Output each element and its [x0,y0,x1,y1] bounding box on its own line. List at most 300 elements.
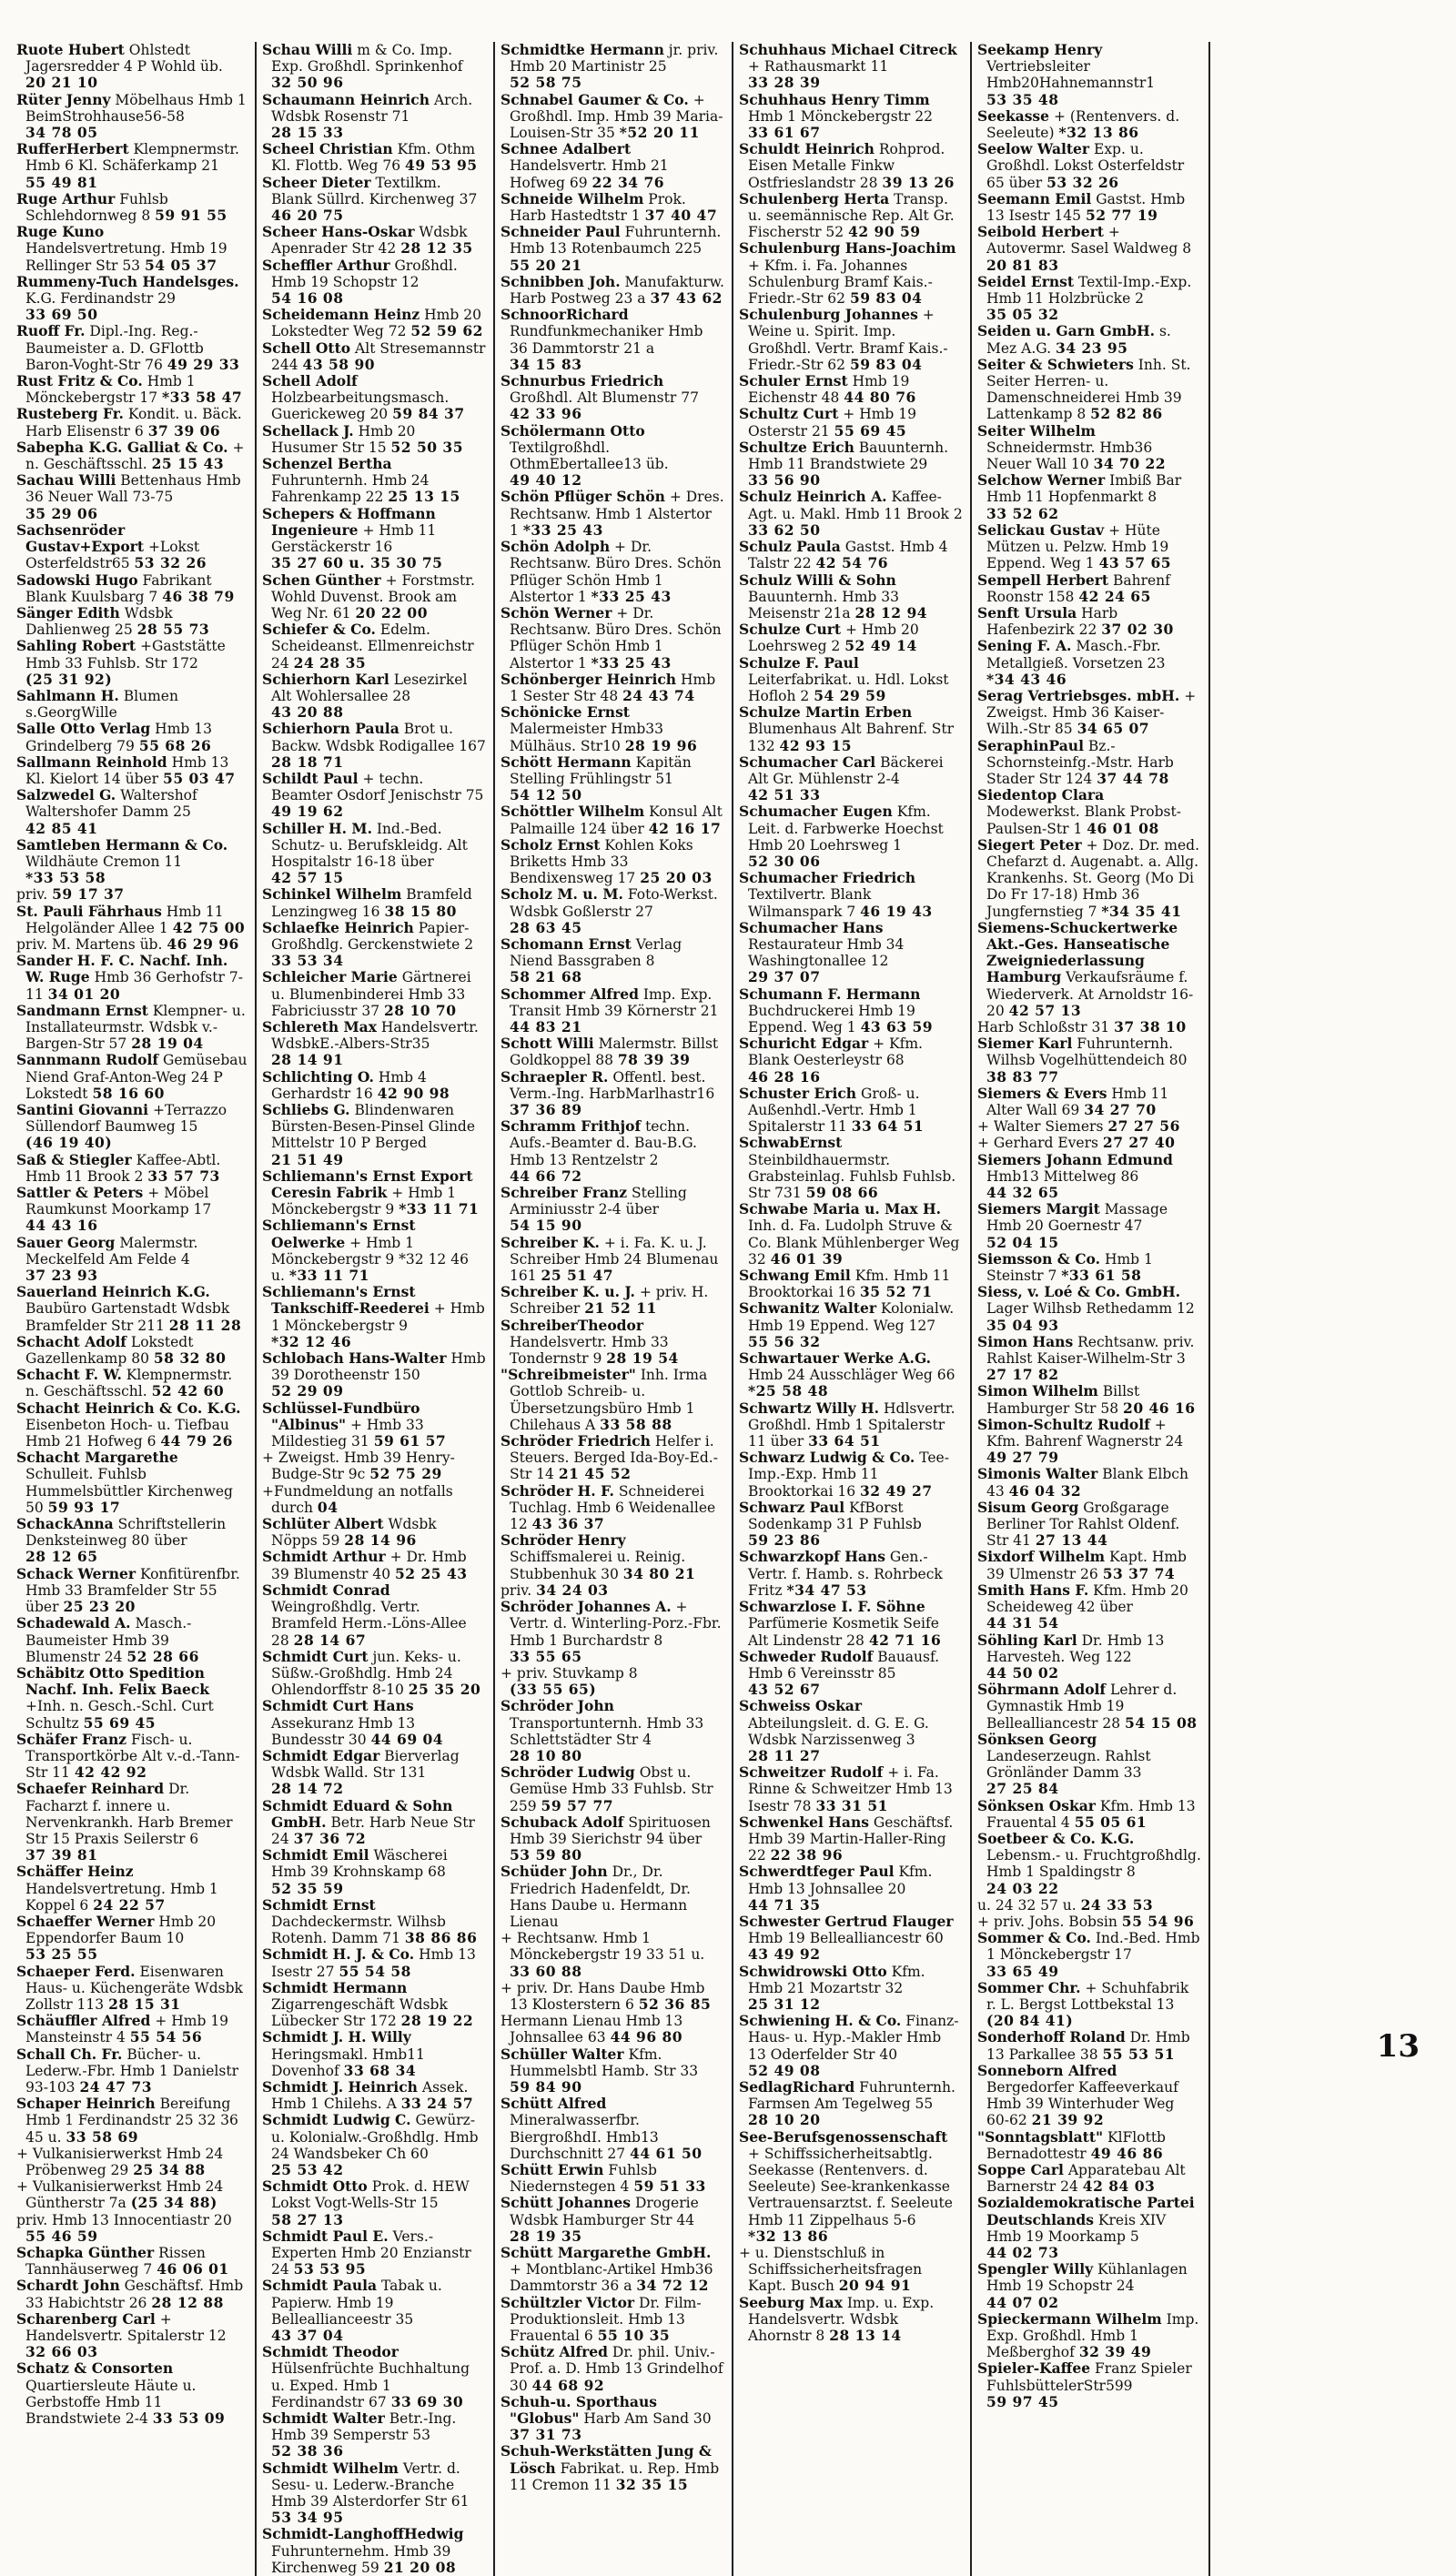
entry-name: Spieler-Kaffee [977,2359,1091,2378]
entry-name: Schaefer Reinhard [16,1780,165,1798]
entry-phone: 37 39 06 [147,421,221,439]
entry-name: Ruge Arthur [16,189,116,207]
entry-name: Schliemann's Ernst Tankschiff-Reederei [262,1283,430,1318]
directory-entry [739,920,963,986]
directory-entry [262,969,486,1019]
entry-name: Salzwedel G. [16,786,116,804]
entry-name: Schall Ch. Fr. [16,2045,123,2063]
entry-phone: 28 15 31 [108,1995,181,2013]
entry-phone: 33 64 51 [808,1432,881,1450]
directory-entry [977,1135,1201,1151]
entry-phone: *25 58 48 [748,1382,829,1400]
directory-entry [500,2162,724,2195]
directory-entry [977,191,1201,224]
directory-entry [262,1450,486,1482]
entry-phone: 25 53 42 [271,2161,344,2178]
entry-details: Großhdl. Alt Blumenstr 77 [510,389,699,407]
entry-phone: 43 49 92 [748,1945,821,1964]
entry-phone: 42 57 15 [271,869,344,887]
directory-entry [16,2096,248,2146]
entry-name: Sänger Edith [16,603,120,621]
entry-name: Seiter & Schwieters [977,355,1134,373]
directory-entry [16,1615,248,1665]
entry-details: + Hmb 19 Osterstr 21 [748,406,916,439]
entry-name: Schau Willi [262,41,353,58]
entry-name: Schuldt Heinrich [739,140,875,158]
entry-details: Gastst. Hmb 4 Talstr 22 [748,539,948,572]
directory-entry [739,1400,963,1450]
entry-details: + priv. Johs. Bobsin [977,1913,1117,1930]
entry-phone: 52 82 86 [1090,405,1163,423]
entry-details: Bücher- u. Lederw.-Fbr. Hmb 1 Danielstr 93-103 [25,2046,238,2096]
directory-entry [500,1185,724,1235]
directory-entry [262,2228,486,2278]
entry-name: Schuh-Werkstätten Jung & Lösch [500,2442,712,2477]
entry-name: Seekasse [977,106,1050,125]
entry-name: Söhling Karl [977,1631,1077,1649]
entry-phone: 28 14 96 [344,1531,417,1550]
entry-name: Schütz Alfred [500,2343,608,2361]
entry-name: Schwarz Paul [739,1498,845,1516]
entry-phone: 44 32 65 [986,1184,1059,1202]
entry-details: + n. Geschäftsschl. [25,439,245,473]
directory-entry [16,2013,248,2046]
entry-name: Schmidt Paul E. [262,2227,389,2245]
entry-phone: 33 56 90 [748,471,821,490]
directory-entry [16,721,248,753]
entry-phone: 25 20 03 [640,869,713,887]
entry-name: Schütt Erwin [500,2161,604,2178]
entry-details: Imbiß Bar Hmb 11 Hopfenmarkt 8 [986,472,1182,506]
directory-entry [739,870,963,920]
directory-entry [262,1168,486,1218]
entry-name: Schumann F. Hermann [739,985,921,1003]
entry-details: Hmb 11 Helgoländer Allee 1 [25,903,224,936]
entry-name: Schmidt Theodor [262,2343,399,2361]
entry-phone: 54 15 90 [510,1217,582,1235]
entry-name: Sannmann Rudolf [16,1051,159,1069]
directory-entry [16,638,248,688]
entry-phone: 38 15 80 [384,902,457,920]
entry-name: Schuster Erich [739,1084,857,1102]
entry-phone: 52 75 29 [369,1465,442,1483]
entry-name: Sonneborn Alfred [977,2061,1117,2079]
entry-name: Schröder Friedrich [500,1432,651,1450]
entry-phone: 43 52 67 [748,1681,821,1699]
entry-details: Papier-Großhdlg. Gerckenstwiete 2 [271,919,474,953]
directory-entry [739,240,963,307]
entry-details: Betr.-Ing. Hmb 39 Semperstr 53 [271,2410,457,2444]
directory-entry [262,1516,486,1549]
entry-phone: 32 35 15 [615,2475,689,2493]
entry-phone: 59 23 86 [748,1531,821,1550]
entry-phone: 58 21 68 [510,968,582,986]
entry-phone: 46 28 16 [748,1067,821,1086]
entry-details: Großhdl. Hmb 19 Schopstr 12 [271,257,458,290]
entry-details: Gewürz- u. Kolonialw.-Großhdlg. Hmb 24 Wandsbeker Ch 60 [271,2112,479,2162]
entry-details: + Möbel Raumkunst Moorkamp 17 [25,1185,212,1218]
directory-entry [500,423,724,490]
entry-details: +Terrazzo Süllendorf Baumweg 15 [25,1102,228,1136]
directory-entry [16,224,248,274]
entry-name: Schardt John [16,2277,120,2295]
directory-entry [262,506,486,572]
directory-entry [262,721,486,771]
entry-name: Schlichting O. [262,1067,374,1086]
entry-phone: 34 72 12 [636,2277,709,2295]
directory-entry [16,936,248,953]
directory-entry [977,1914,1201,1930]
entry-details: KlFlottb Bernadottestr [986,2128,1166,2162]
directory-entry [977,1798,1201,1831]
entry-name: Sempell Herbert [977,571,1109,589]
entry-details: Möbelhaus Hmb 1 BeimStrohhause56-58 [25,91,247,125]
entry-phone: 55 05 61 [1074,1813,1148,1831]
entry-phone: 43 37 04 [271,2327,344,2345]
entry-name: Samtleben Hermann & Co. [16,835,228,854]
entry-phone: 44 68 92 [531,2376,605,2394]
entry-details: Kaffee-Abtl. Hmb 11 Brook 2 [25,1151,221,1185]
entry-name: Schmidt Wilhelm [262,2459,399,2477]
directory-columns [16,41,1440,2576]
entry-phone: 04 [317,1498,339,1516]
entry-name: Schacht Heinrich & Co. K.G. [16,1399,241,1417]
entry-phone: 44 79 26 [160,1432,233,1450]
entry-details: priv. Hmb 13 Innocentiastr 20 [16,2211,232,2228]
entry-name: Seekamp Henry [977,41,1103,58]
directory-column-6 [1208,42,1440,2576]
entry-details: Lehrer d. Gymnastik Hmb 19 Bellealliancestr 28 [986,1682,1178,1732]
entry-details: Kaffee-Agt. u. Makl. Hmb 11 Brook 2 [748,489,963,522]
entry-details: Konfitürenfbr. Hmb 33 Bramfelder Str 55 über [25,1565,240,1616]
entry-name: Simon Wilhelm [977,1382,1098,1400]
entry-phone: 78 39 39 [617,1051,691,1069]
entry-details: Wdsbk Apenrader Str 42 [271,224,468,258]
entry-details: Hmb 1 Mönckebergstr 17 [25,373,196,407]
entry-name: Schulze F. Paul [739,653,859,672]
entry-phone: 33 58 69 [66,2127,139,2146]
entry-name: SchackAnna [16,1515,114,1533]
entry-name: Schuricht Edgar [739,1035,869,1053]
entry-phone: 44 31 54 [986,1614,1059,1632]
entry-name: Schuler Ernst [739,372,848,390]
entry-name: Schwartauer Werke A.G. [739,1349,932,1368]
entry-phone: 33 62 50 [748,520,821,539]
entry-details: Gärtnerei u. Blumenbinderei Hmb 33 Fabriciusstr 37 [271,969,471,1019]
entry-details: Gemüsebau Niend Graf-Anton-Weg 24 P Lokstedt [25,1052,248,1102]
entry-details: Malermstr. Billst Goldkoppel 88 [510,1035,719,1069]
entry-phone: 34 80 21 [622,1564,696,1582]
entry-phone: 28 14 72 [271,1780,344,1798]
entry-name: Schiller H. M. [262,819,372,837]
entry-details: Blumen s.GeorgWille [25,687,178,722]
entry-phone: 35 27 60 u. 35 30 75 [271,554,443,572]
entry-phone: 46 01 08 [1087,819,1159,837]
entry-details: Bahrenf Roonstr 158 [986,571,1170,605]
entry-phone: 25 51 47 [541,1267,614,1285]
entry-name: Seiter Wilhelm [977,421,1096,439]
directory-entry [500,1318,724,1368]
entry-details: Billst Hamburger Str 58 [986,1383,1140,1417]
entry-name: Schierhorn Paula [262,720,399,738]
entry-name: "Sonntagsblatt" [977,2127,1104,2146]
directory-entry [977,1582,1201,1632]
entry-phone: 55 54 58 [339,1962,411,1980]
entry-name: Schröder H. F. [500,1481,614,1500]
directory-entry [977,2195,1201,2261]
entry-details: Tee-Imp.-Exp. Hmb 11 Brooktorkai 16 [748,1450,949,1500]
entry-phone: *33 25 43 [591,653,672,672]
entry-phone: 37 31 73 [510,2426,582,2444]
entry-details: Dachdeckermstr. Wilhsb Rotenh. Damm 71 [271,1913,446,1947]
entry-name: Schmidt Paula [262,2277,378,2295]
entry-details: + u. Dienstschluß in Schiffssicherheitsfragen Kapt. Busch [739,2245,923,2295]
entry-phone: 37 36 72 [293,1829,367,1847]
page-number: 13 [1376,2028,1420,2065]
entry-phone: 42 42 92 [74,1763,147,1782]
entry-details: Großgarage Berliner Tor Rahlst Oldenf. Str 41 [986,1499,1180,1550]
directory-entry [500,1035,724,1068]
directory-entry [739,1764,963,1814]
entry-phone: 24 22 57 [93,1895,166,1914]
entry-name: Schlaefke Heinrich [262,918,414,936]
entry-name: Senft Ursula [977,603,1077,621]
directory-entry [16,274,248,324]
directory-entry [16,1185,248,1235]
entry-details: Hmb 1 Sester Str 48 [510,671,716,704]
entry-phone: 28 19 04 [131,1035,204,1053]
entry-details: Hmb 36 Gerhofstr 7-11 [25,969,243,1003]
directory-entry [16,439,248,472]
entry-name: Schuhhaus Michael Citreck [739,41,957,58]
directory-entry [500,1930,724,1980]
entry-phone: 46 38 79 [162,587,235,605]
directory-entry [977,1466,1201,1499]
entry-details: + Rechtsanw. Hmb 1 Mönckebergstr 19 33 51 u. [500,1930,705,1964]
directory-entry [500,2195,724,2245]
entry-phone: 46 01 39 [770,1249,844,1268]
entry-name: Sauerland Heinrich K.G. [16,1283,210,1301]
entry-details: + priv. Dr. Hans Daube Hmb 13 Klosterstern 6 [500,1979,705,2013]
entry-details: Landeserzeugn. Rahlst Grönländer Damm 33 [986,1747,1151,1782]
entry-phone: 33 58 88 [600,1415,672,1433]
entry-phone: 55 54 56 [129,2028,203,2046]
entry-phone: (33 55 65) [510,1681,597,1699]
directory-entry [262,175,486,225]
entry-name: Schütt Alfred [500,2095,607,2113]
entry-details: Mineralwasserfbr. BiergroßhdI. Hmb13 Durchschnitt 27 [510,2112,659,2162]
entry-phone: 59 93 17 [47,1498,121,1516]
directory-entry [977,1152,1201,1202]
entry-phone: 54 12 50 [510,786,582,804]
entry-details: Stelling Arminiusstr 2-4 über [510,1185,687,1218]
entry-name: SeraphinPaul [977,736,1084,754]
directory-column-5 [970,42,1201,2576]
entry-details: Obst u. Gemüse Hmb 33 Fuhlsb. Str 259 [510,1764,713,1814]
entry-phone: 32 39 49 [1078,2343,1152,2361]
entry-phone: 33 65 49 [986,1962,1059,1980]
entry-name: Schulenberg Herta [739,189,890,207]
directory-entry [16,1334,248,1367]
entry-phone: 53 34 95 [271,2509,344,2527]
directory-entry [500,1367,724,1433]
entry-phone: *33 25 43 [591,587,672,605]
directory-entry [977,1500,1201,1550]
directory-entry [500,2394,724,2444]
entry-name: Schmidt Eduard & Sohn GmbH. [262,1796,453,1831]
entry-phone: *33 25 43 [522,520,603,539]
entry-details: Spirituosen Hmb 39 Sierichstr 94 über [510,1813,711,1847]
entry-details: Wäscherei Hmb 39 Krohnskamp 68 [271,1847,448,1881]
entry-name: Schwartz Willy H. [739,1399,880,1417]
directory-entry [977,1682,1201,1732]
entry-details: Klempnermstr. Hmb 6 Kl. Schäferkamp 21 [25,141,239,175]
directory-entry [739,803,963,870]
entry-name: Schultz Curt [739,405,839,423]
entry-details: Foto-Werkst. Wdsbk Goßlerstr 27 [510,886,718,920]
directory-entry [262,1748,486,1798]
entry-details: Kfm. Hmb 21 Mozartstr 32 [748,1963,925,1996]
entry-details: Masch.-Baumeister Hmb 39 Blumenstr 24 [25,1615,192,1665]
entry-details: Kfm. Hmb 13 Johnsallee 20 [748,1864,933,1897]
entry-name: Schlüssel-Fundbüro "Albinus" [262,1399,420,1433]
entry-details: Apparatebau Alt Barnerstr 24 [986,2162,1186,2196]
entry-details: Harb Schloßstr 31 [977,1018,1110,1035]
entry-details: Schulleit. Fuhlsb Hummelsbüttler Kirchenweg 50 [25,1466,233,1516]
entry-details: Ohlstedt Jagersredder 4 P Wohld üb. [25,42,223,76]
directory-entry [262,572,486,622]
entry-name: Scheidemann Heinz [262,306,420,324]
entry-name: Rusteberg Fr. [16,405,124,423]
directory-column-1 [16,42,248,2576]
directory-entry [739,2079,963,2129]
directory-entry [262,886,486,919]
entry-name: Ruoff Fr. [16,322,86,340]
entry-details: Malermstr. Meckelfeld Am Felde 4 [25,1234,198,1268]
entry-name: Sander H. F. C. Nachf. Inh. W. Ruge [16,952,228,986]
entry-phone: 46 04 32 [1008,1481,1082,1500]
entry-phone: 28 12 88 [151,2293,224,2311]
entry-name: Schommer Alfred [500,985,639,1003]
entry-details: Hmb 24 Ausschläger Weg 66 [748,1367,956,1384]
entry-details: Dr. Facharzt f. innere u. Nervenkrankh. Harb Bremer Str 15 Praxis Seilerstr 6 [25,1781,233,1847]
entry-details: Hmb 1 Steinstr 7 [986,1250,1153,1285]
entry-phone: *33 58 47 [162,389,243,407]
entry-details: + Hmb 33 Mildestieg 31 [271,1416,424,1450]
entry-phone: 49 29 33 [167,355,240,373]
entry-name: Schraepler R. [500,1067,609,1086]
entry-name: Schramm Frithjof [500,1117,642,1136]
entry-details: Buchdruckerei Hmb 19 Eppend. Weg 1 [748,1002,915,1035]
entry-details: Edelm. Scheideanst. Ellmenreichstr 24 [271,621,474,672]
entry-details: Kfm. Leit. d. Farbwerke Hoechst Hmb 20 Loehrsweg 1 [748,803,944,854]
entry-details: Baubüro Gartenstadt Wdsbk Bramfelder Str 211 [25,1300,230,1334]
directory-entry [262,1698,486,1748]
entry-details: + Weine u. Spirit. Imp. Großhdl. Vertr. Bramf Kais.-Friedr.-Str 62 [748,307,948,373]
entry-name: Rüter Jenny [16,90,111,108]
entry-details: Bramfeld Lenzingweg 16 [271,886,472,920]
directory-entry [262,2278,486,2344]
entry-name: Schüller Walter [500,2045,624,2063]
entry-details: Lager Wilhsb Rethedamm 12 [986,1300,1195,1318]
entry-name: Schaeper Ferd. [16,1962,136,1980]
entry-phone: 58 16 60 [92,1084,165,1102]
entry-details: Klempner- u. Installateurmstr. Wdsbk v.-Bargen-Str 57 [25,1002,246,1053]
entry-name: Schmidt Otto [262,2177,368,2196]
entry-phone: 38 86 86 [404,1929,478,1947]
directory-entry [739,42,963,92]
entry-details: + Hmb 1 Mönckebergstr 9 [271,1185,457,1218]
entry-phone: 54 16 08 [271,289,344,308]
entry-name: Seemann Emil [977,189,1092,207]
entry-phone: 52 77 19 [1085,207,1158,225]
entry-name: Siemer Karl [977,1035,1073,1053]
directory-entry [500,704,724,754]
entry-name: Schäffer Heinz [16,1863,134,1881]
directory-entry [16,406,248,439]
directory-entry [977,1980,1201,2030]
entry-phone: 52 59 62 [410,322,483,340]
directory-entry [16,886,248,903]
directory-entry [977,1831,1201,1897]
entry-details: Bergedorfer Kaffeeverkauf Hmb 39 Winterhuder Weg 60-62 [986,2078,1178,2129]
entry-details: Hmb 39 Dorotheenstr 150 [271,1350,486,1384]
entry-details: Textilkm. Blank Süllrd. Kirchenweg 37 [271,174,478,207]
entry-phone: 35 29 06 [25,504,98,522]
entry-phone: *33 61 58 [1061,1267,1142,1285]
directory-entry [500,1980,724,2013]
entry-phone: 33 57 73 [147,1167,220,1185]
entry-name: Schwenkel Hans [739,1813,869,1831]
entry-name: Spengler Willy [977,2260,1094,2278]
entry-details: Imp. u. Exp. Handelsvertr. Wdsbk Ahornstr 8 [748,2294,935,2345]
entry-phone: 53 53 95 [293,2260,367,2278]
directory-entry [16,837,248,887]
entry-phone: 28 12 35 [400,239,473,258]
directory-entry [977,1383,1201,1416]
directory-entry [16,605,248,638]
entry-details: Hülsenfrüchte Buchhaltung u. Exped. Hmb 1 Ferdinandstr 67 [271,2360,470,2410]
entry-details: Imp. Exp. Großhdl. Hmb 1 Meßberghof [986,2310,1199,2361]
directory-entry [739,307,963,373]
entry-details: Gastst. Hmb 13 Isestr 145 [986,190,1186,225]
entry-phone: 28 12 94 [854,603,928,621]
entry-name: Sommer & Co. [977,1929,1091,1947]
entry-phone: 34 23 95 [1055,338,1128,357]
entry-name: Schön Adolph [500,538,611,556]
entry-details: + Zweigst. Hmb 36 Kaiser-Wilh.-Str 85 [986,687,1197,738]
entry-phone: 34 78 05 [25,124,98,142]
entry-name: SchreiberTheodor [500,1316,644,1334]
directory-entry [500,42,724,92]
directory-entry [977,1549,1201,1581]
entry-phone: 25 34 88 [133,2161,206,2178]
entry-phone: 53 32 26 [134,554,207,572]
entry-phone: 25 35 20 [408,1681,481,1699]
directory-column-4 [732,42,963,2576]
entry-name: Siemers Johann Edmund [977,1150,1173,1168]
entry-details: + Hmb 1 Mönckebergstr 9 [271,1300,485,1334]
entry-phone: 49 19 62 [271,803,344,821]
entry-name: Schmidt Conrad [262,1581,390,1599]
entry-phone: 32 66 03 [25,2343,98,2361]
directory-entry [16,1665,248,1732]
entry-name: Schwiening H. & Co. [739,2012,902,2030]
entry-details: Steinbildhauermstr. Grabsteinlag. Fuhlsb Fuhlsb. Str 731 [748,1151,956,1202]
directory-entry [977,1251,1201,1284]
directory-entry [16,787,248,837]
directory-entry [739,1135,963,1201]
